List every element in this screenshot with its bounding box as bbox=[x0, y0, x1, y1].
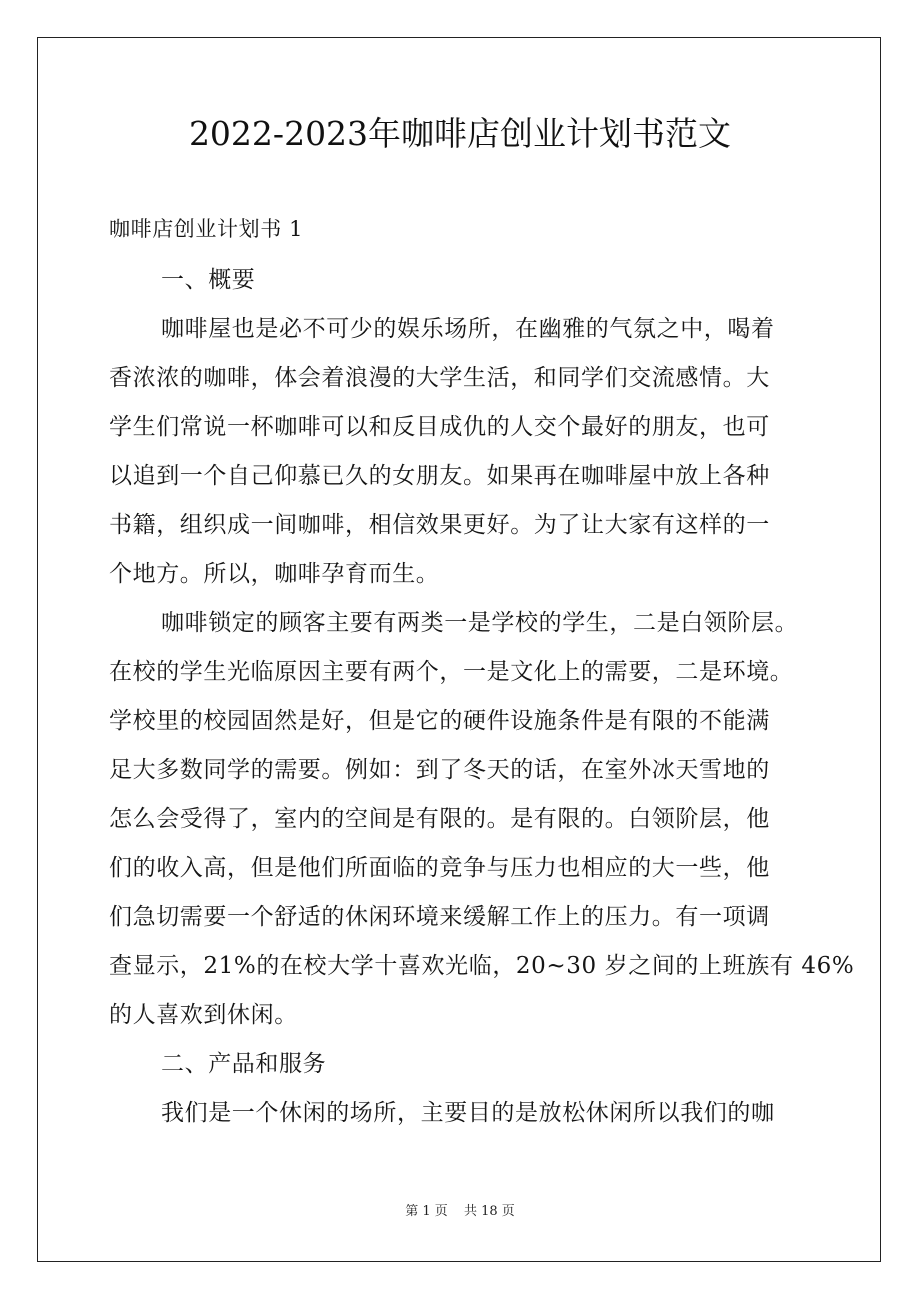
paragraph-line: 香浓浓的咖啡，体会着浪漫的大学生活，和同学们交流感情。大 bbox=[109, 365, 770, 391]
paragraph-line: 的人喜欢到休闲。 bbox=[109, 1002, 298, 1028]
page-footer bbox=[0, 1203, 920, 1221]
paragraph-line: 咖啡屋也是必不可少的娱乐场所，在幽雅的气氛之中，喝着 bbox=[161, 316, 775, 342]
paragraph-line: 足大多数同学的需要。例如：到了冬天的话，在室外冰天雪地的 bbox=[109, 757, 770, 783]
paragraph-line: 咖啡锁定的顾客主要有两类一是学校的学生，二是白领阶层。 bbox=[161, 610, 799, 636]
paragraph-line: 个地方。所以，咖啡孕育而生。 bbox=[109, 561, 440, 587]
total-pages-label: 共 18 页 bbox=[463, 1204, 515, 1219]
paragraph-line: 以追到一个自己仰慕已久的女朋友。如果再在咖啡屋中放上各种 bbox=[109, 463, 770, 489]
paragraph-line: 查显示，21%的在校大学十喜欢光临，20~30 岁之间的上班族有 46% bbox=[109, 953, 855, 979]
current-page-label: 第 1 页 bbox=[405, 1204, 448, 1219]
document-subtitle: 咖啡店创业计划书 1 bbox=[109, 217, 304, 241]
section-heading-overview: 一、概要 bbox=[161, 267, 256, 293]
paragraph-line: 在校的学生光临原因主要有两个，一是文化上的需要，二是环境。 bbox=[109, 659, 794, 685]
paragraph-line: 们的收入高，但是他们所面临的竞争与压力也相应的大一些，他 bbox=[109, 855, 770, 881]
paragraph-line: 我们是一个休闲的场所，主要目的是放松休闲所以我们的咖 bbox=[161, 1100, 775, 1126]
paragraph-line: 书籍，组织成一间咖啡，相信效果更好。为了让大家有这样的一 bbox=[109, 512, 770, 538]
paragraph-line: 学校里的校园固然是好，但是它的硬件设施条件是有限的不能满 bbox=[109, 708, 770, 734]
paragraph-line: 学生们常说一杯咖啡可以和反目成仇的人交个最好的朋友，也可 bbox=[109, 414, 770, 440]
paragraph-line: 们急切需要一个舒适的休闲环境来缓解工作上的压力。有一项调 bbox=[109, 904, 770, 930]
section-heading-products: 二、产品和服务 bbox=[161, 1051, 327, 1077]
document-title: 2022-2023年咖啡店创业计划书范文 bbox=[188, 114, 732, 153]
paragraph-line: 怎么会受得了，室内的空间是有限的。是有限的。白领阶层，他 bbox=[109, 806, 770, 832]
